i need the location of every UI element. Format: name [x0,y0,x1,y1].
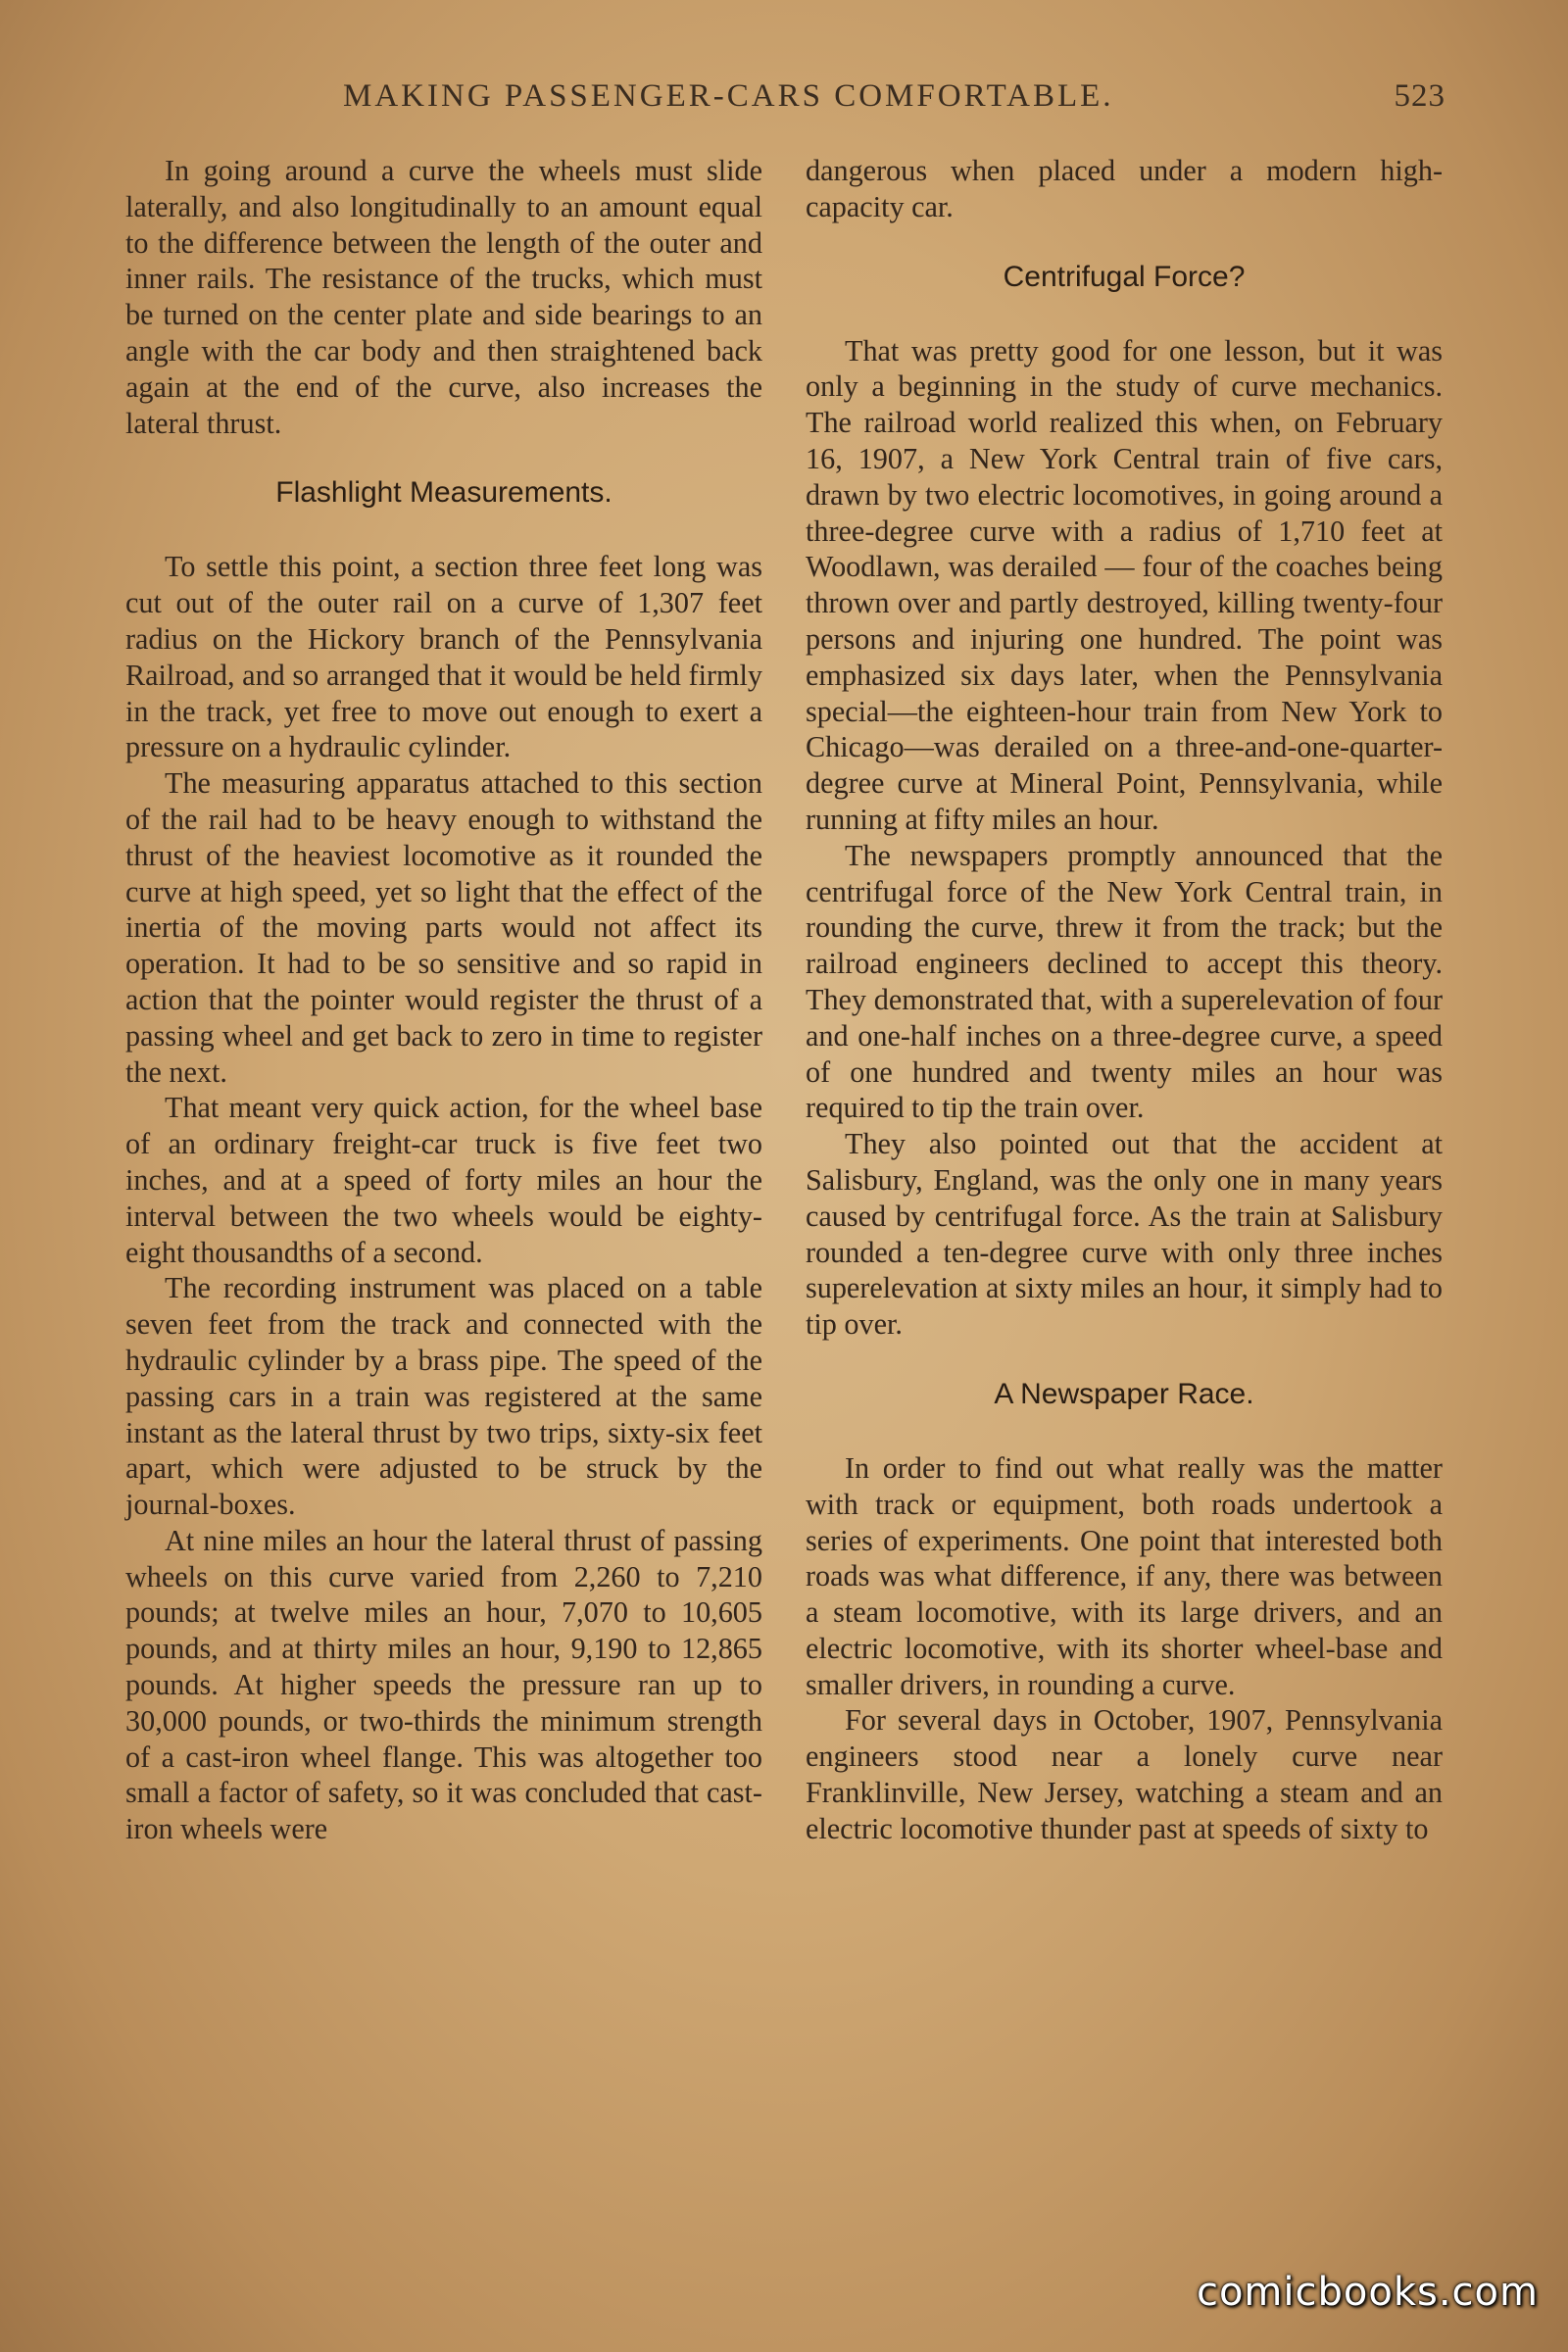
paragraph: The newspapers promptly announced that the centrifugal force of the New York Central train, in rounding the curve, threw it from the track; but the railroad engineers declined to accept this theory. They demonstrated that, with a superelevation of four and one-half inches on a three-degree curve, a speed of one hundred and twenty miles an hour was required to tip the train over. [806,838,1443,1125]
right-column [806,153,1443,1847]
paragraph: dangerous when placed under a modern high-capacity car. [806,154,1443,223]
section-heading: Flashlight Measurements. [275,476,612,510]
header-title: MAKING PASSENGER-CARS COMFORTABLE. [343,78,1114,114]
paragraph: The recording instrument was placed on a table seven feet from the track and connected with the hydraulic cylinder by a brass pipe. The speed of the passing cars in a train was registered at the same instant as the lateral thrust by two trips, sixty-six feet apart, which were adjusted to be struck by the journal-boxes. [125,1271,762,1522]
paragraph: At nine miles an hour the lateral thrust of passing wheels on this curve varied from 2,260 to 7,210 pounds; at twelve miles an hour, 7,070 to 10,605 pounds, and at thirty miles an hour, 9,190 to 12,865 pounds. At higher speeds the pressure ran up to 30,000 pounds, or two-thirds the minimum strength of a cast-iron wheel flange. This was altogether too small a factor of safety, so it was concluded that cast-iron wheels were [125,1523,762,1846]
paragraph: To settle this point, a section three feet long was cut out of the outer rail on a curve of 1,307 feet radius on the Hickory branch of the Pennsylvania Railroad, and so arranged that it would be held firmly in the track, yet free to move out enough to exert a pressure on a hydraulic cylinder. [125,550,762,764]
paragraph: In order to find out what really was the matter with track or equipment, both roads undertook a series of experiments. One point that interested both roads was what difference, if any, there was between a steam locomotive, with its large drivers, and an electric locomotive, with its shorter wheel-base and smaller drivers, in rounding a curve. [806,1450,1443,1701]
paragraph: They also pointed out that the accident at Salisbury, England, was the only one in many years caused by centrifugal force. As the train at Salisbury rounded a ten-degree curve with only three inches superelevation at sixty miles an hour, it simply had to tip over. [806,1127,1443,1342]
page-number: 523 [1394,78,1446,114]
left-column [125,153,762,1847]
paragraph: For several days in October, 1907, Pennsylvania engineers stood near a lonely curve near Franklinville, New Jersey, watching a steam and an electric locomotive thunder past at speeds of sixty to [806,1703,1443,1845]
paragraph: In going around a curve the wheels must slide laterally, and also longitudinally to an amount equal to the difference between the length of the outer and inner rails. The resistance of the trucks, which must be turned on the center plate and side bearings to an angle with the car body and then straightened back again at the end of the curve, also increases the lateral thrust. [125,154,762,440]
paragraph: That was pretty good for one lesson, but it was only a beginning in the study of curve mechanics. The railroad world realized this when, on February 16, 1907, a New York Central train of five cars, drawn by two electric locomotives, in going around a three-degree curve with a radius of 1,710 feet at Woodlawn, was derailed — four of the coaches being thrown over and partly destroyed, killing twenty-four persons and injuring one hundred. The point was emphasized six days later, when the Pennsylvania special—the eighteen-hour train from New York to Chicago—was derailed on a three-and-one-quarter-degree curve at Mineral Point, Pennsylvania, while running at fifty miles an hour. [806,333,1443,836]
section-heading: A Newspaper Race. [994,1377,1254,1410]
watermark: comicbooks.com [1196,2270,1539,2315]
paragraph: The measuring apparatus attached to this section of the rail had to be heavy enough to withstand the thrust of the heaviest locomotive as it rounded the curve at high speed, yet so light that the effect of the inertia of the moving parts would not affect its operation. It had to be so sensitive and so rapid in action that the pointer would register the thrust of a passing wheel and get back to zero in time to register the next. [125,766,762,1089]
running-header [127,78,1446,127]
section-heading: Centrifugal Force? [1003,260,1246,293]
paragraph: That meant very quick action, for the wheel base of an ordinary freight-car truck is five feet two inches, and at a speed of forty miles an hour the interval between the two wheels would be eighty-eight thousandths of a second. [125,1091,762,1269]
